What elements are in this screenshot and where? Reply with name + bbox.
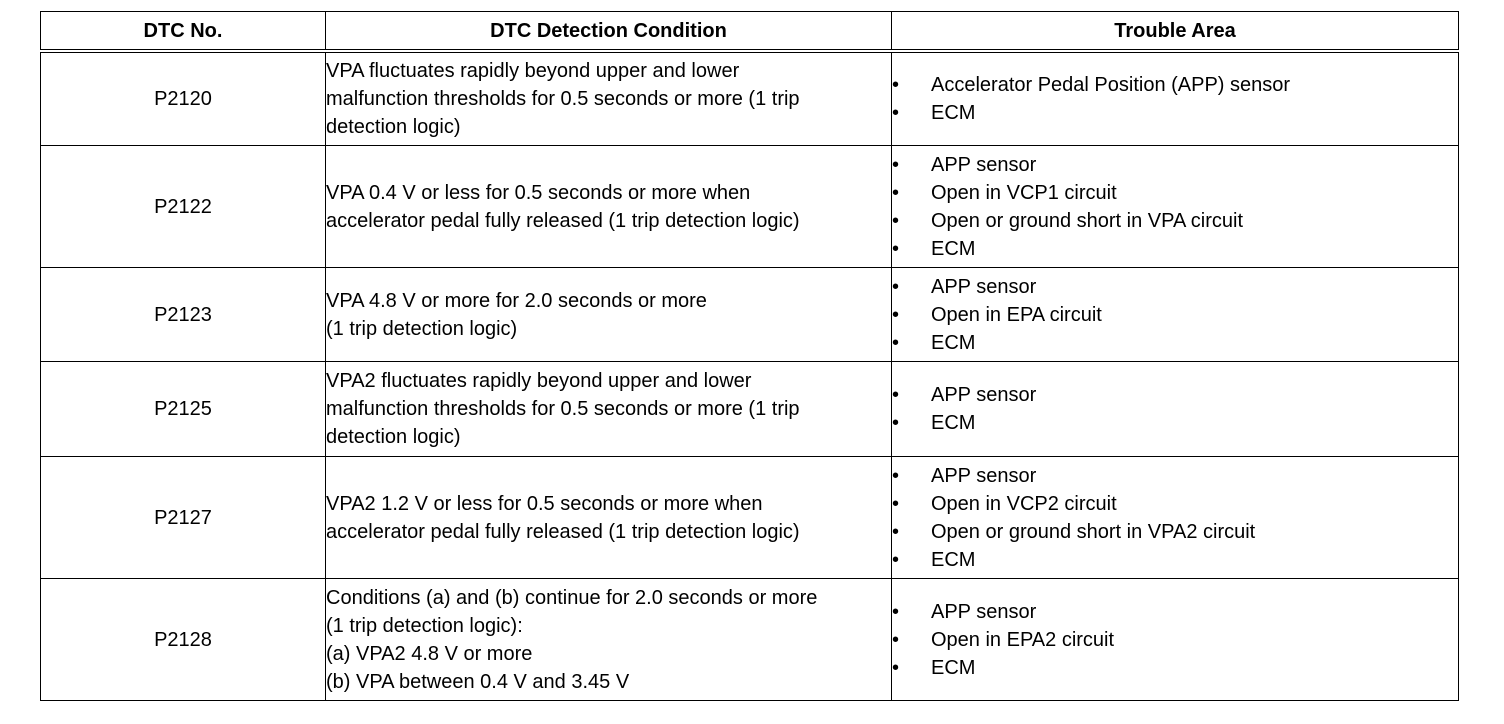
detection-condition [326, 51, 892, 146]
header-detection-condition: DTC Detection Condition [326, 12, 892, 52]
trouble-area-item: APP sensor [931, 384, 1037, 406]
list-item [892, 409, 1458, 437]
trouble-area-item: ECM [931, 656, 976, 679]
condition-line: accelerator pedal fully released (1 trip detection logic) [326, 209, 800, 232]
condition-line: VPA 4.8 V or more for 2.0 seconds or more [326, 289, 707, 312]
list-item [892, 598, 1458, 626]
condition-line: accelerator pedal fully released (1 trip detection logic) [326, 520, 800, 543]
trouble-area [892, 51, 1459, 146]
trouble-area [892, 579, 1459, 701]
bullet-icon: • [892, 74, 900, 96]
condition-line: VPA 0.4 V or less for 0.5 seconds or more when [326, 181, 751, 204]
list-item [892, 329, 1458, 357]
bullet-icon: • [892, 303, 900, 326]
dtc-code: P2127 [41, 457, 326, 579]
condition-line: (a) VPA2 4.8 V or more [326, 642, 533, 665]
table-row [41, 146, 1459, 268]
list-item [892, 235, 1458, 263]
condition-line: malfunction thresholds for 0.5 seconds or more (1 trip [326, 88, 800, 110]
condition-line: malfunction thresholds for 0.5 seconds or more (1 trip [326, 398, 800, 420]
table-header [41, 12, 1459, 52]
bullet-icon: • [892, 237, 900, 260]
list-item [892, 490, 1458, 518]
trouble-area-item: APP sensor [931, 464, 1037, 487]
bullet-icon: • [892, 412, 900, 434]
bullet-icon: • [892, 520, 900, 543]
bullet-icon: • [892, 464, 900, 487]
trouble-area-item: Accelerator Pedal Position (APP) sensor [931, 74, 1291, 96]
bullet-icon: • [892, 548, 900, 571]
list-item [892, 151, 1458, 179]
bullet-icon: • [892, 209, 900, 232]
trouble-area-item: APP sensor [931, 153, 1037, 176]
bullet-icon: • [892, 628, 900, 651]
trouble-area-item: Open in VCP1 circuit [931, 181, 1117, 204]
bullet-icon: • [892, 600, 900, 623]
trouble-area-item: ECM [931, 102, 976, 124]
list-item [892, 71, 1458, 99]
condition-line: detection logic) [326, 426, 461, 448]
trouble-area-item: ECM [931, 412, 976, 434]
trouble-area-list [892, 598, 1458, 682]
trouble-area-item: ECM [931, 237, 976, 260]
detection-condition [326, 579, 892, 701]
header-dtc-no: DTC No. [41, 12, 326, 52]
list-item [892, 654, 1458, 682]
condition-line: VPA fluctuates rapidly beyond upper and lower [326, 60, 740, 82]
list-item [892, 301, 1458, 329]
trouble-area-list [892, 151, 1458, 263]
condition-line: VPA2 1.2 V or less for 0.5 seconds or more when [326, 492, 763, 515]
table-body [41, 51, 1459, 701]
trouble-area-item: Open or ground short in VPA2 circuit [931, 520, 1256, 543]
list-item [892, 273, 1458, 301]
trouble-area-list [892, 273, 1458, 357]
table-row [41, 51, 1459, 146]
trouble-area-item: Open or ground short in VPA circuit [931, 209, 1244, 232]
table-row [41, 362, 1459, 457]
table-row [41, 268, 1459, 362]
condition-line: VPA2 fluctuates rapidly beyond upper and lower [326, 370, 752, 392]
bullet-icon: • [892, 331, 900, 354]
header-trouble-area: Trouble Area [892, 12, 1459, 52]
table-row [41, 579, 1459, 701]
dtc-code: P2125 [41, 362, 326, 457]
dtc-table [40, 11, 1459, 701]
bullet-icon: • [892, 102, 900, 124]
dtc-code: P2123 [41, 268, 326, 362]
trouble-area-item: APP sensor [931, 275, 1037, 298]
trouble-area-item: Open in EPA2 circuit [931, 628, 1115, 651]
trouble-area-item: APP sensor [931, 600, 1037, 623]
condition-line: (b) VPA between 0.4 V and 3.45 V [326, 670, 630, 693]
condition-line: Conditions (a) and (b) continue for 2.0 seconds or more [326, 586, 818, 609]
bullet-icon: • [892, 384, 900, 406]
list-item [892, 462, 1458, 490]
list-item [892, 546, 1458, 574]
header-row [41, 12, 1459, 52]
bullet-icon: • [892, 275, 900, 298]
list-item [892, 518, 1458, 546]
list-item [892, 99, 1458, 127]
dtc-code: P2120 [41, 51, 326, 146]
trouble-area-item: Open in VCP2 circuit [931, 492, 1117, 515]
condition-line: detection logic) [326, 116, 461, 138]
trouble-area-item: ECM [931, 548, 976, 571]
trouble-area [892, 146, 1459, 268]
detection-condition [326, 457, 892, 579]
trouble-area [892, 362, 1459, 457]
trouble-area [892, 268, 1459, 362]
trouble-area-item: ECM [931, 331, 976, 354]
list-item [892, 626, 1458, 654]
trouble-area-list [892, 71, 1458, 127]
list-item [892, 207, 1458, 235]
trouble-area-item: Open in EPA circuit [931, 303, 1102, 326]
dtc-code: P2128 [41, 579, 326, 701]
trouble-area-list [892, 462, 1458, 574]
dtc-code: P2122 [41, 146, 326, 268]
list-item [892, 381, 1458, 409]
detection-condition [326, 146, 892, 268]
detection-condition [326, 268, 892, 362]
bullet-icon: • [892, 656, 900, 679]
table-row [41, 457, 1459, 579]
list-item [892, 179, 1458, 207]
bullet-icon: • [892, 181, 900, 204]
condition-line: (1 trip detection logic) [326, 317, 518, 340]
trouble-area-list [892, 381, 1458, 437]
condition-line: (1 trip detection logic): [326, 614, 523, 637]
detection-condition [326, 362, 892, 457]
trouble-area [892, 457, 1459, 579]
bullet-icon: • [892, 492, 900, 515]
bullet-icon: • [892, 153, 900, 176]
